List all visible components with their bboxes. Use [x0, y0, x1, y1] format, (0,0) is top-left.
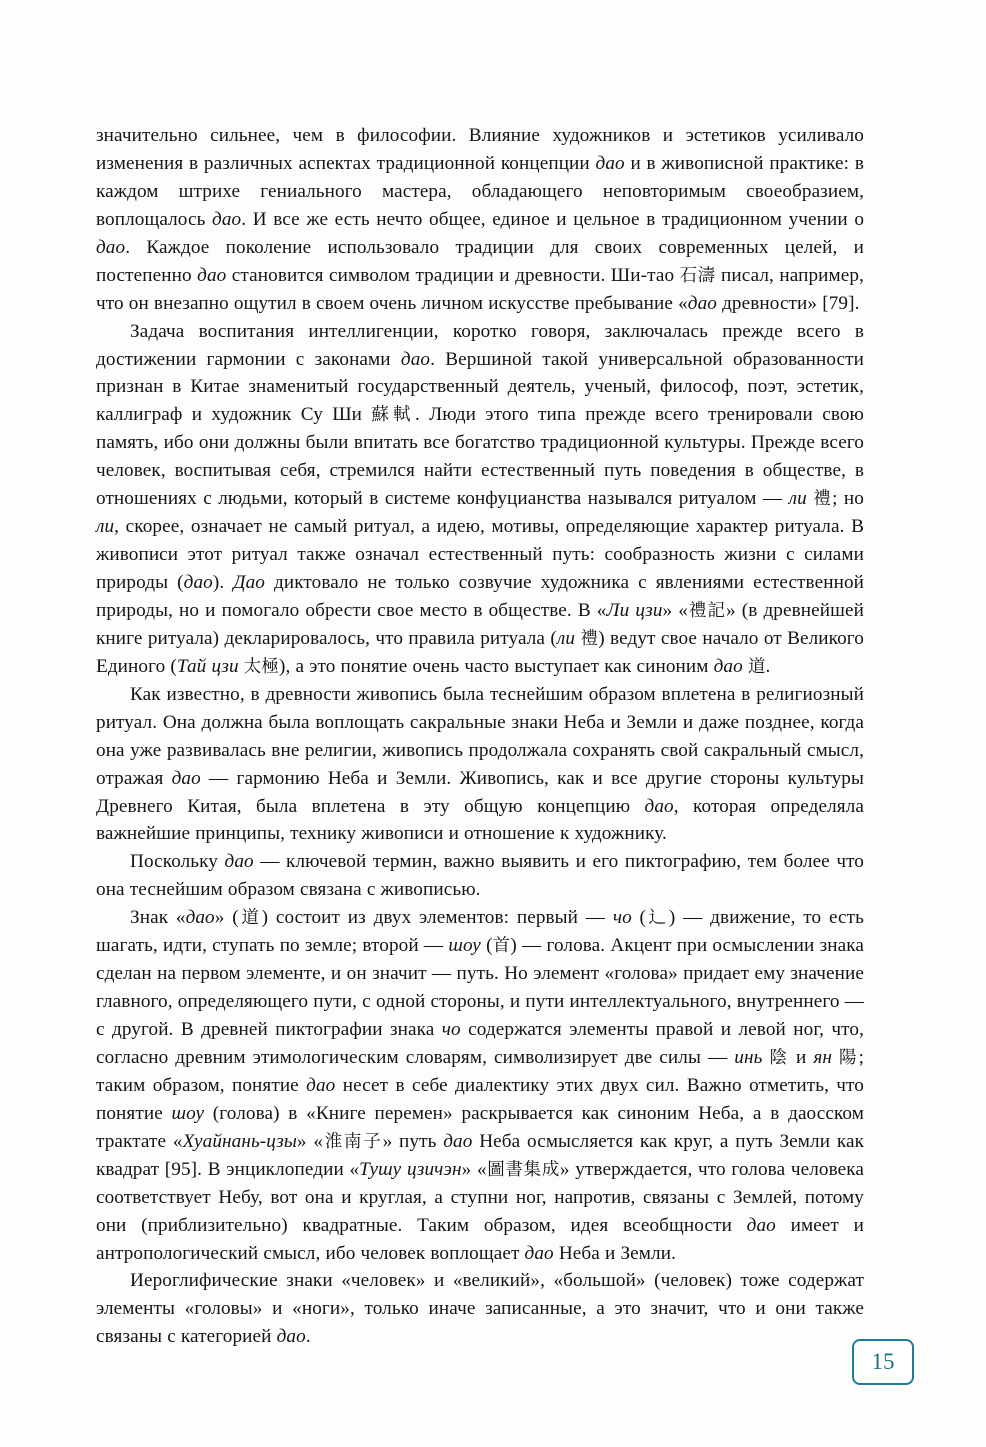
paragraph-4: Поскольку дао — ключевой термин, важно выявить и его пиктографию, тем более что она теснейшим образом связана с живописью.	[96, 851, 864, 901]
paragraph-3: Как известно, в древности живопись была теснейшим образом вплетена в религиозный ритуал. Она должна была воплощать сакральные знаки Неба и Земли и даже позднее, когда она уже развивалась вне религии, живопись продолжала сохранять свой сакральный смысл, отражая дао — гармонию Неба и Земли. Живопись, как и все другие стороны культуры Древнего Китая, была вплетена в эту общую концепцию дао, которая определяла важнейшие принципы, технику живописи и отношение к художнику.	[96, 683, 864, 845]
page-number: 15	[852, 1339, 914, 1385]
paragraph-5: Знак «дао» (道) состоит из двух элементов: первый — чо (辶) — движение, то есть шагать, идти, ступать по земле; второй — шоу (首) — голова. Акцент при осмыслении знака сделан на первом элементе, и он значит — путь. Но элемент «голова» придает ему значение главного, определяющего пути, с одной стороны, и пути интеллектуального, внутреннего — с другой. В древней пиктографии знака чо содержатся элементы правой и левой ног, что, согласно древним этимологическим словарям, символизирует две силы — инь 陰 и ян 陽; таким образом, понятие дао несет в себе диалектику этих двух сил. Важно отметить, что понятие шоу (голова) в «Книге перемен» раскрывается как синоним Неба, а в даосском трактате «Хуайнань-цзы» «淮南子» путь дао Неба осмысляется как круг, а путь Земли как квадрат [95]. В энциклопедии «Тушу цзичэн» «圖書集成» утверждается, что голова человека соответствует Небу, вот она и круглая, а ступни ног, напротив, связаны с Землей, потому они (приблизительно) квадратные. Таким образом, идея всеобщности дао имеет и антропологический смысл, ибо человек воплощает дао Неба и Земли.	[96, 907, 864, 1264]
paragraph-2: Задача воспитания интеллигенции, коротко говоря, заключалась прежде всего в достижении гармонии с законами дао. Вершиной такой универсальной образованности признан в Китае знаменитый государственный деятель, ученый, философ, поэт, эстетик, каллиграф и художник Су Ши 蘇軾. Люди этого типа прежде всего тренировали свою память, ибо они должны были впитать все богатство традиционной культуры. Прежде всего человек, воспитывая себя, стремился найти естественный путь поведения в обществе, в отношениях с людьми, который в системе конфуцианства назывался ритуалом — ли 禮; но ли, скорее, означает не самый ритуал, а идею, мотивы, определяющие характер ритуала. В живописи этот ритуал также означал естественный путь: сообразность жизни с силами природы (дао). Дао диктовало не только созвучие художника с явлениями естественной природы, но и помогало обрести свое место в обществе. В «Ли цзи» «禮記» (в древнейшей книге ритуала) декларировалось, что правила ритуала (ли 禮) ведут свое начало от Великого Единого (Тай цзи 太極), а это понятие очень часто выступает как синоним дао 道.	[96, 320, 865, 677]
body-text-column	[96, 122, 864, 1351]
paragraph-1: значительно сильнее, чем в философии. Влияние художников и эстетиков усиливало изменения в различных аспектах традиционной концепции дао и в живописной практике: в каждом штрихе гениального мастера, обладающего неповторимым своеобразием, воплощалось дао. И все же есть нечто общее, единое и цельное в традиционном учении о дао. Каждое поколение использовало традиции для своих современных целей, и постепенно дао становится символом традиции и древности. Ши-тао 石濤 писал, например, что он внезапно ощутил в своем очень личном искусстве пребывание «дао древности» [79].	[96, 125, 865, 314]
paragraph-6: Иероглифические знаки «человек» и «великий», «большой» (человек) тоже содержат элементы «головы» и «ноги», только иначе записанные, а это значит, что и они также связаны с категорией дао.	[96, 1270, 864, 1348]
